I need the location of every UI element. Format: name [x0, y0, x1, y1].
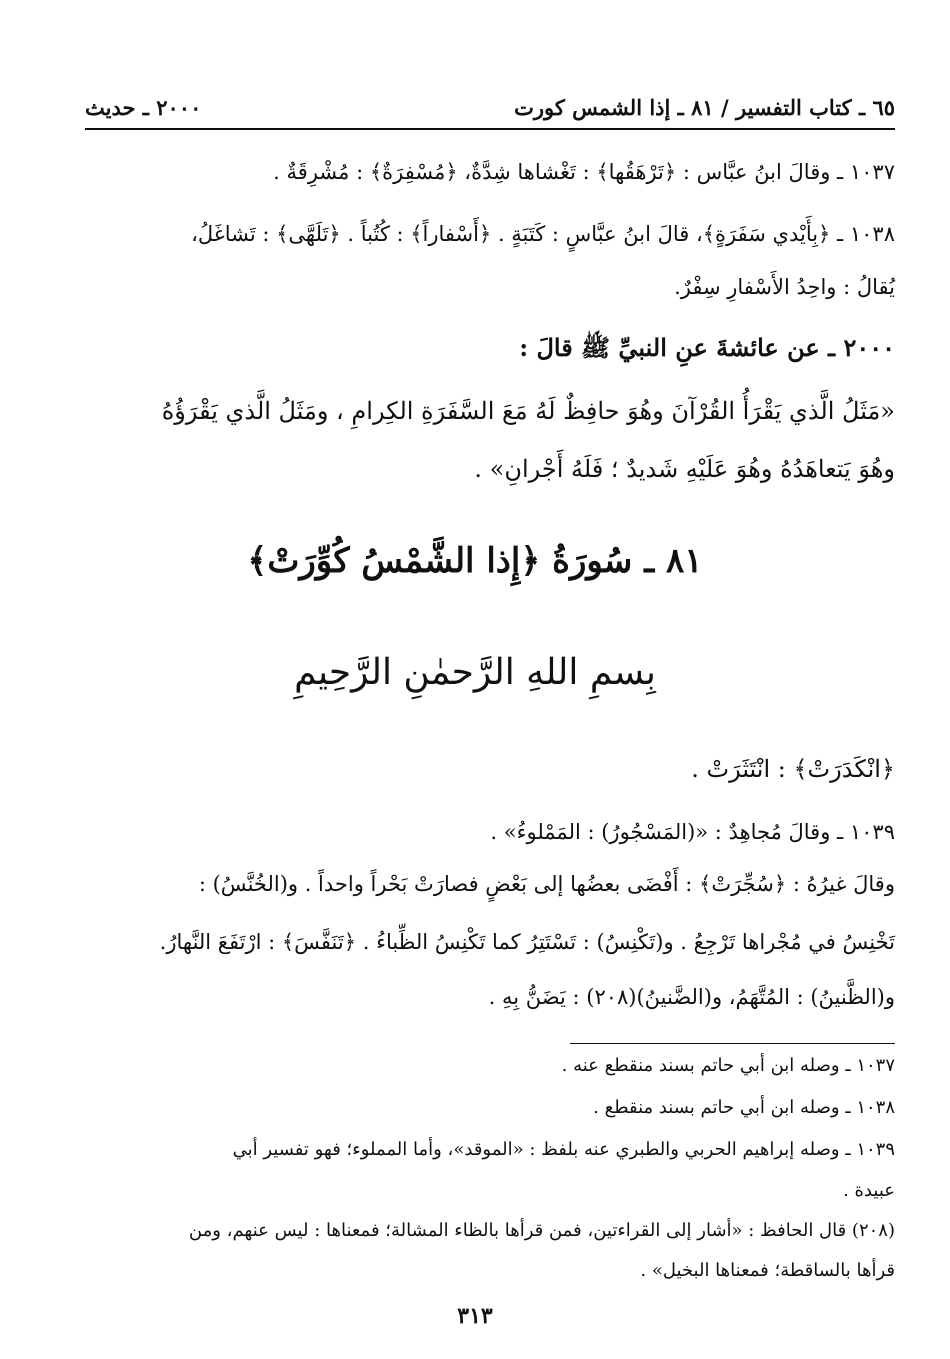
text-line-inkadarat: ﴿انْكَدَرَتْ﴾ : انْتَثَرَتْ .	[691, 755, 895, 783]
footnote-208-cont: قرأها بالساقطة؛ فمعناها البخيل» .	[640, 1260, 895, 1281]
header-chapter-title: ٦٥ ـ كتاب التفسير / ٨١ ـ إذا الشمس كورت	[514, 95, 895, 120]
footnote-1039-cont: عبيدة .	[843, 1180, 895, 1201]
footnote-208: (٢٠٨) قال الحافظ : «أشار إلى القراءتين، فمن قرأها بالظاء المشالة؛ فمعناها : ليس عنهم، ومن	[188, 1220, 895, 1241]
text-line-1039: ١٠٣٩ ـ وقالَ مُجاهِدٌ : «(المَسْجُورُ) : المَمْلوءُ» .	[490, 820, 895, 844]
text-line-1037: ١٠٣٧ ـ وقالَ ابنُ عبَّاس : ﴿تَرْهَقُها﴾ : تَغْشاها شِدَّةٌ، ﴿مُسْفِرَةٌ﴾ : مُشْرِقَةٌ .	[273, 160, 895, 184]
footnote-1038: ١٠٣٨ ـ وصله ابن أبي حاتم بسند منقطع .	[593, 1097, 895, 1118]
hadith-2000-text-1: «مَثَلُ الَّذي يَقْرَأُ القُرْآنَ وهُوَ حافِظٌ لَهُ مَعَ السَّفَرَةِ الكِرامِ ، ومَثَلُ الَّذي يَقْرَؤُهُ	[161, 397, 895, 425]
running-header	[85, 95, 895, 129]
text-line-sujjirat: وقالَ غيرُهُ : ﴿سُجِّرَتْ﴾ : أَفْضَى بعضُها إلى بَعْضٍ فصارَتْ بَحْراً واحداً . و(الخُنَّسُ) :	[198, 872, 895, 896]
basmala: بِسمِ اللهِ الرَّحمٰنِ الرَّحِيمِ	[294, 652, 656, 693]
header-hadith-number: ٢٠٠٠ ـ حديث	[85, 95, 202, 120]
surah-title: ٨١ ـ سُورَةُ ﴿إِذا الشَّمْسُ كُوِّرَتْ﴾	[247, 541, 703, 581]
text-line-takhnis: تَخْنِسُ في مُجْراها تَرْجِعُ . و(تَكْنِسُ) : تَسْتَتِرُ كما تَكْنِسُ الظِّباءُ . ﴿تَنَفَّسَ﴾ : ارْتَفَعَ النَّهارُ.	[159, 930, 895, 954]
header-rule	[85, 128, 895, 130]
footnote-1039: ١٠٣٩ ـ وصله إبراهيم الحربي والطبري عنه بلفظ : «الموقد»، وأما المملوء؛ فهو تفسير أبي	[232, 1139, 895, 1160]
text-line-1038: ١٠٣٨ ـ ﴿بِأَيْدي سَفَرَةٍ﴾، قالَ ابنُ عبَّاسٍ : كَتَبَةٍ . ﴿أَسْفاراً﴾ : كُتُباً . ﴿تَلَهَّى﴾ : تَشاغَلُ،	[191, 222, 895, 246]
page-number: ٣١٣	[457, 1303, 493, 1329]
text-line-zanin: و(الظَّنينُ) : المُتَّهَمُ، و(الضَّنينُ)(٢٠٨) : يَضَنُّ بِهِ .	[488, 985, 895, 1009]
hadith-2000-heading: ٢٠٠٠ ـ عن عائشةَ عنِ النبيِّ ﷺ قالَ :	[519, 333, 895, 362]
footnote-1037: ١٠٣٧ ـ وصله ابن أبي حاتم بسند منقطع عنه .	[561, 1055, 895, 1076]
hadith-2000-text-2: وهُوَ يَتعاهَدُهُ وهُوَ عَلَيْهِ شَديدٌ ؛ فَلَهُ أَجْرانِ» .	[474, 455, 895, 483]
footnote-separator	[570, 1043, 895, 1044]
text-line-1038-cont: يُقالُ : واحِدُ الأَسْفارِ سِفْرٌ.	[674, 275, 895, 299]
